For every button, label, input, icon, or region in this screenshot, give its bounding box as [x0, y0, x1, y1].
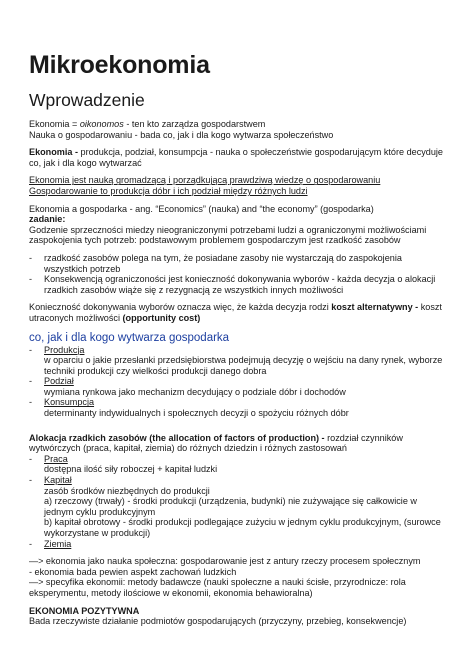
list-item-desc: wymiana rynkowa jako mechanizm decydujący o podziale dóbr i dochodów: [44, 386, 346, 397]
task-label: zadanie:: [29, 214, 66, 225]
definition-line: [29, 119, 474, 130]
underlined-line-1: Ekonomia jest nauką gromadzącą i porządkującą prawdziwą wiedzę o gospodarowaniu: [29, 175, 381, 186]
list-item-desc: w oparciu o jakie przesłanki przedsiębiorstwa podejmują decyzję o wejściu na dany rynek, wyborze techniki produkcji czy wielkości produkcji danego dobra: [44, 355, 443, 376]
opportunity-cost-term: koszt alternatywny -: [331, 302, 419, 313]
allocation-paragraph: Alokacja rzadkich zasobów (the allocation of factors of production) - rozdział czynników wytwórczych (praca, kapitał, ziemia) do różnych dziedzin i różnych zastosowań: [29, 432, 403, 454]
economics-text: produkcja, podział, konsumpcja - nauka o społeczeństwie gospodarującym które decyduje co, jak i dla kogo wytwarzać: [29, 147, 443, 168]
list-item: - Konsekwencją ograniczoności jest konieczność dokonywania wyborów - każda decyzja o alokacji rzadkich zasobów wiąże się z rezygnacją ze wszystkich innych możliwości: [29, 274, 436, 295]
economics-paragraph: [29, 147, 474, 168]
list-item: - Podział: [29, 376, 74, 387]
task-body: Godzenie sprzeczności miedzy nieograniczonymi potrzebami ludzi a ograniczonymi możliwościami zaspokojenia tych potrzeb: podstawowym problemem gospodarczym jest rzadkość zasobów: [29, 224, 427, 246]
opportunity-cost-paragraph: Konieczność dokonywania wyborów oznacza więc, że każda decyzja rodzi koszt alternatywny - koszt utraconych możliwości (opportunity cost): [29, 302, 442, 323]
arrow-line-1: —> ekonomia jako nauka społeczna: gospodarowanie jest z antury rzeczy procesem społecznym: [29, 556, 421, 567]
list-item: - Ziemia: [29, 538, 72, 549]
scarcity-list: [29, 253, 474, 295]
economics-label: Ekonomia -: [29, 147, 79, 158]
list-item: - Produkcja: [29, 344, 85, 355]
economy-line: Ekonomia a gospodarka - ang. “Economics” (nauka) and “the economy” (gospodarka): [29, 203, 374, 214]
positive-economics-desc: Bada rzeczywiste działanie podmiotów gospodarujących (przyczyny, przebieg, konsekwencje): [29, 616, 407, 627]
opportunity-cost-english: (opportunity cost): [122, 312, 201, 323]
list-item: - Konsumpcja: [29, 397, 95, 408]
list-item: - Kapitał: [29, 475, 72, 486]
definition-term: oikonomos: [79, 119, 124, 129]
section-heading-introduction: Wprowadzenie: [29, 90, 145, 110]
list-item: - Praca: [29, 453, 68, 464]
page-title: Mikroekonomia: [29, 51, 210, 79]
arrow-line-2: - ekonomia bada pewien aspekt zachowań ludzkich: [29, 566, 237, 577]
arrow-line-3: —> specyfika ekonomii: metody badawcze (nauki społeczne a nauki ścisłe, przyrodnicze: rola eksperymentu, metody ilościowe w ekonomii, ekonomia behawioralna): [29, 577, 406, 598]
positive-economics-heading: EKONOMIA POZYTYWNA: [29, 605, 140, 616]
allocation-label: Alokacja rzadkich zasobów (the allocation of factors of production) -: [29, 432, 325, 443]
section-heading-what-how-whom: co, jak i dla kogo wytwarza gospodarka: [29, 331, 230, 344]
list-item: - rzadkość zasobów polega na tym, że posiadane zasoby nie wystarczają do zaspokojenia wszystkich potrzeb: [29, 252, 402, 274]
definition-prefix: Ekonomia =: [29, 119, 80, 129]
list-item-desc: determinanty indywidualnych i społecznych decyzji o spożyciu różnych dóbr: [44, 408, 349, 419]
economy-questions-list: [29, 345, 474, 419]
definition-suffix: - ten kto zarządza gospodarstwem: [123, 119, 266, 129]
factors-list: - Praca dostępna ilość siły roboczej + kapitał ludzki - Kapitał zasób środków niezbędnych do produkcji a) rzeczowy (trwały) - środki produkcji (urządzenia, budynki) nie zużywające się całkowicie w jednym cyklu produkcyjnym b) kapitał obrotowy - środki produkcji podlegające zużyciu w jednym cyklu produkcyjnym, (surowce wykorzystane w produkcji) - Ziemia: [29, 454, 474, 549]
underlined-line-2: Gospodarowanie to produkcja dóbr i ich podział między różnych ludzi: [29, 185, 308, 196]
definition-line-2: Nauka o gospodarowaniu - bada co, jak i dla kogo wytwarza społeczeństwo: [29, 129, 334, 140]
